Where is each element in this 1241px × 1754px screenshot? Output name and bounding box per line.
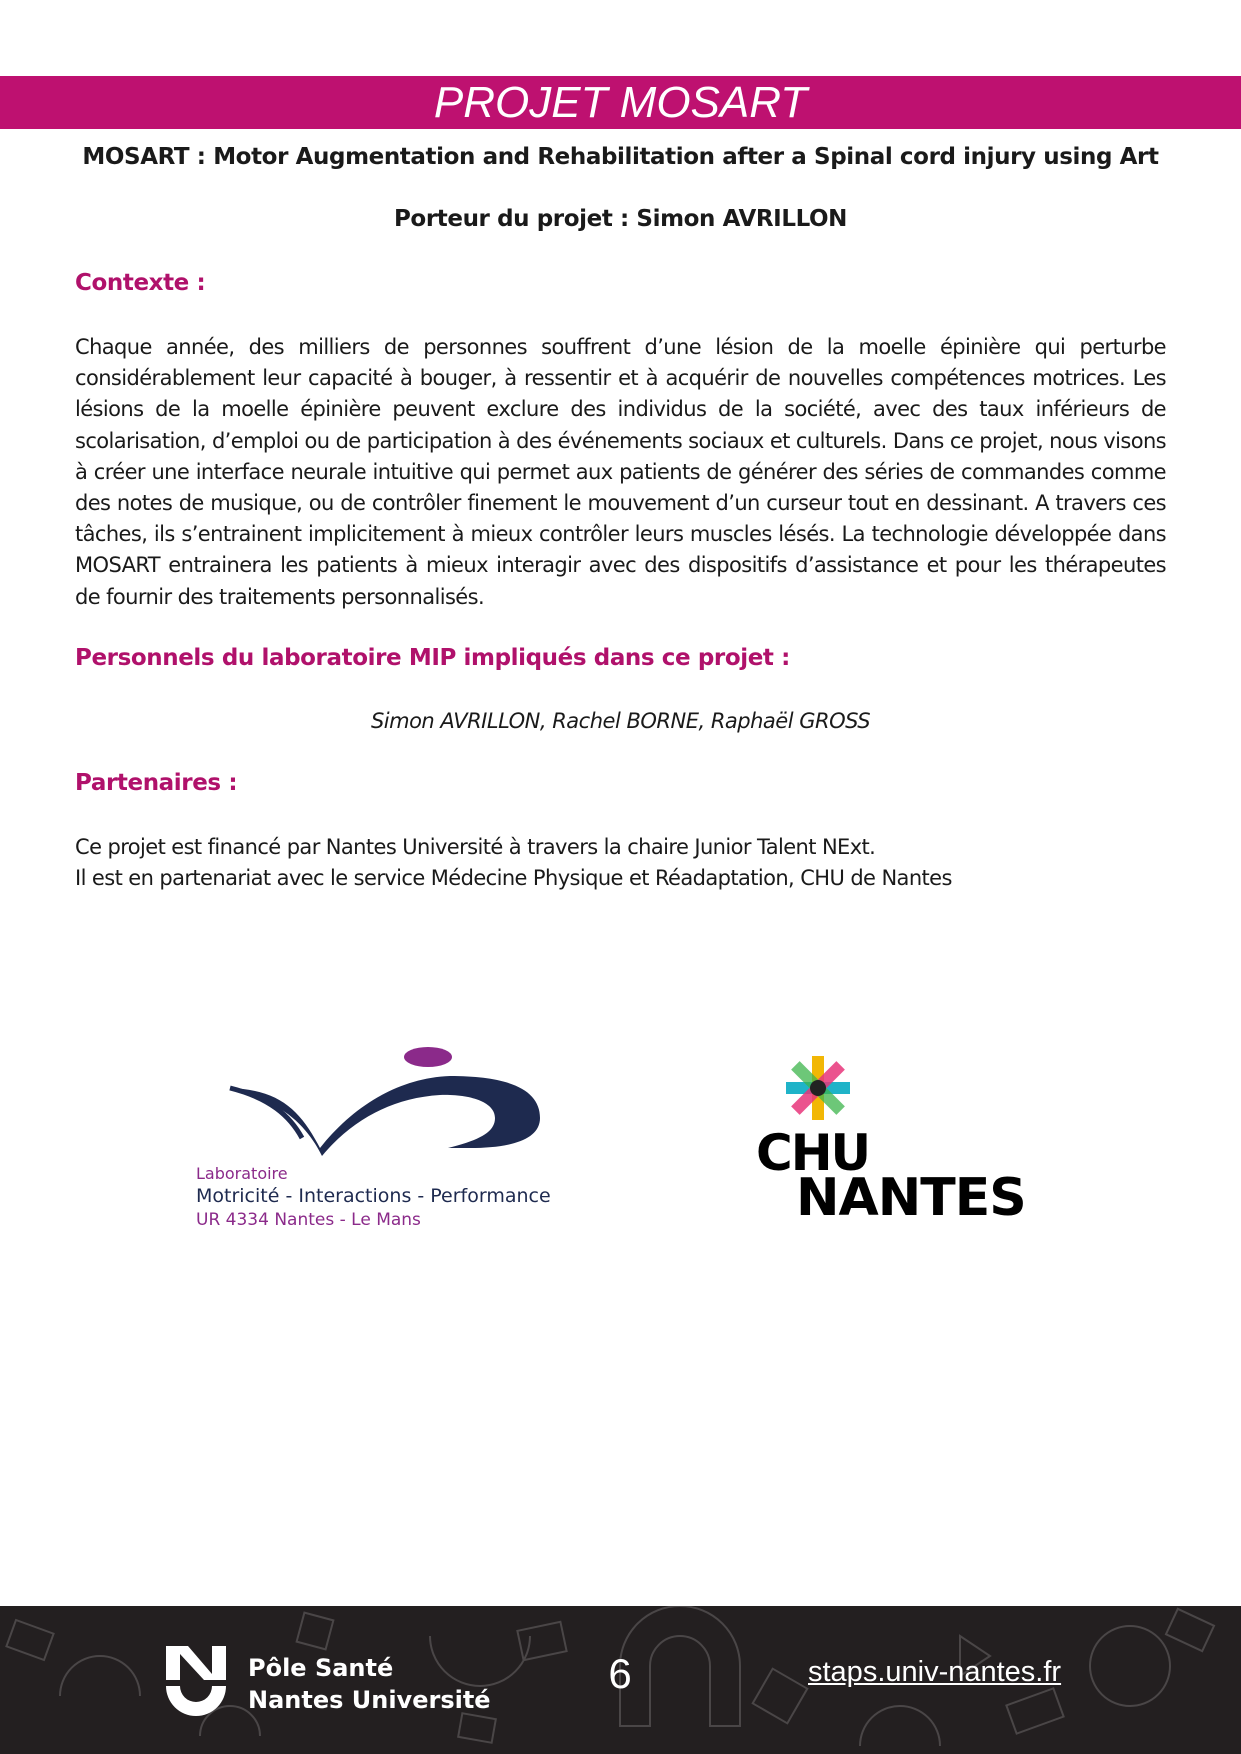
staff-names: Simon AVRILLON, Rachel BORNE, Raphaël GROSS (370, 709, 871, 733)
footer-org-line1: Pôle Santé (248, 1654, 394, 1682)
website-link[interactable]: staps.univ-nantes.fr (808, 1656, 1062, 1688)
chu-star-icon (782, 1052, 854, 1124)
mip-logo-line1: Laboratoire (196, 1164, 288, 1183)
mip-logo-line2: Motricité - Interactions - Performance (196, 1185, 551, 1207)
nantes-universite-logo-icon (166, 1646, 228, 1720)
mip-logo-line3: UR 4334 Nantes - Le Mans (196, 1210, 421, 1230)
staff-heading: Personnels du laboratoire MIP impliqués dans ce projet : (75, 645, 790, 671)
page-banner: PROJET MOSART (0, 76, 1241, 129)
partners-heading: Partenaires : (75, 770, 238, 796)
mip-logo-dot (404, 1047, 452, 1067)
project-full-title: MOSART : Motor Augmentation and Rehabilitation after a Spinal cord injury using Art (82, 144, 1159, 170)
page-footer (0, 1606, 1241, 1754)
footer-org-line2: Nantes Université (248, 1686, 491, 1714)
context-heading: Contexte : (75, 270, 206, 296)
partners-line-1: Ce projet est financé par Nantes Université à travers la chaire Junior Talent NExt. (75, 835, 876, 859)
partners-text (75, 832, 1166, 894)
nantes-word: NANTES (796, 1168, 1026, 1228)
chu-word: CHU (756, 1124, 870, 1182)
page-number: 6 (608, 1650, 632, 1697)
footer-org (248, 1652, 491, 1716)
mip-logo-swoosh (230, 1076, 540, 1156)
context-paragraph: Chaque année, des milliers de personnes souffrent d’une lésion de la moelle épinière qui perturbe considérablement leur capacité à bouger, à ressentir et à acquérir de nouvelles compétences motrices. Les lésions de la moelle épinière peuvent exclure des individus de la société, avec des taux inférieurs de scolarisation, d’emploi ou de participation à des événements sociaux et culturels. Dans ce projet, nous visons à créer une interface neurale intuitive qui permet aux patients de générer des séries de commandes comme des notes de musique, ou de contrôler finement le mouvement d’un curseur tout en dessinant. A travers ces tâches, ils s’entrainent implicitement à mieux contrôler leurs muscles lésés. La technologie développée dans MOSART entrainera les patients à mieux interagir avec des dispositifs d’assistance et pour les thérapeutes de fournir des traitements personnalisés. (75, 335, 1166, 609)
partners-line-2: Il est en partenariat avec le service Médecine Physique et Réadaptation, CHU de Nantes (75, 866, 952, 891)
project-lead: Porteur du projet : Simon AVRILLON (393, 206, 848, 232)
